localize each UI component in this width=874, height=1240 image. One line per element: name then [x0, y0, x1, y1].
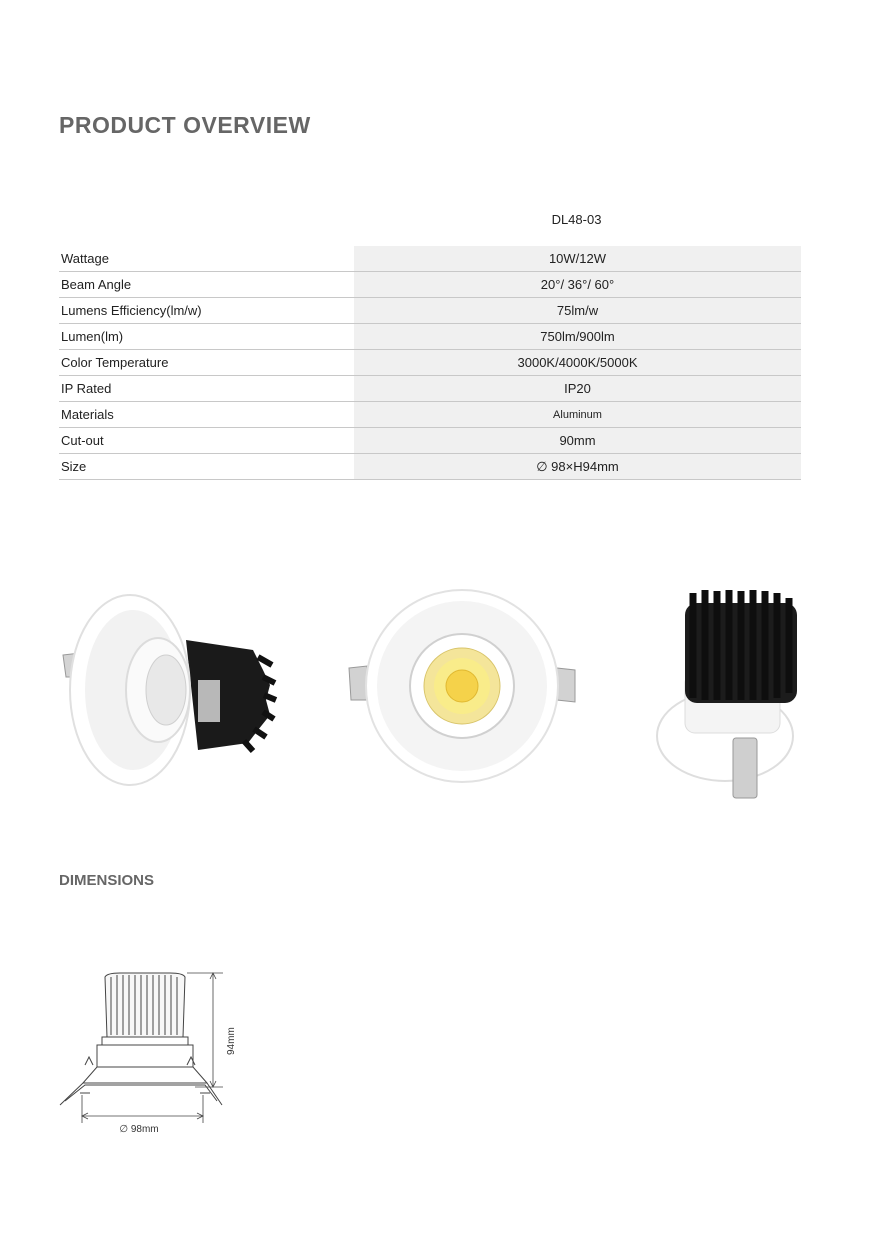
spring-clip [198, 680, 220, 722]
spring-clip [733, 738, 757, 798]
spec-label: Cut-out [59, 428, 354, 454]
spec-row-wattage [59, 246, 801, 272]
spec-label: Color Temperature [59, 350, 354, 376]
spec-row-materials [59, 402, 801, 428]
spec-table [59, 246, 801, 480]
spec-label: Beam Angle [59, 272, 354, 298]
spec-value: 3000K/4000K/5000K [354, 350, 801, 376]
model-number: DL48-03 [551, 212, 602, 227]
mounting-clip-left [349, 666, 367, 700]
product-photo-front [345, 588, 580, 788]
spec-row-lumen [59, 324, 801, 350]
spec-value: 20°/ 36°/ 60° [354, 272, 801, 298]
spec-label: Lumen(lm) [59, 324, 354, 350]
spec-value: 750lm/900lm [354, 324, 801, 350]
dimension-drawing [55, 965, 255, 1140]
drawing-body [60, 1037, 222, 1105]
reflector [146, 655, 186, 725]
spec-row-color-temperature [59, 350, 801, 376]
drawing-heatsink [105, 973, 185, 1037]
spec-label: Wattage [59, 246, 354, 272]
spec-value: 75lm/w [354, 298, 801, 324]
spec-row-size [59, 454, 801, 480]
diameter-label: ∅ 98mm [119, 1124, 159, 1135]
spec-value: 90mm [354, 428, 801, 454]
heatsink-fins [685, 590, 797, 703]
spec-row-lumens-efficiency [59, 298, 801, 324]
spec-value: Aluminum [354, 402, 801, 428]
spec-value: 10W/12W [354, 246, 801, 272]
spec-label: IP Rated [59, 376, 354, 402]
mounting-clip-right [557, 668, 575, 702]
dimensions-title: DIMENSIONS [59, 872, 155, 889]
height-label: 94mm [226, 1027, 237, 1055]
spec-value: IP20 [354, 376, 801, 402]
spec-label: Lumens Efficiency(lm/w) [59, 298, 354, 324]
spec-value: ∅ 98×H94mm [354, 454, 801, 480]
height-dimension [187, 973, 223, 1087]
product-photo-back [655, 588, 805, 808]
spec-row-cut-out [59, 428, 801, 454]
cob-center [446, 670, 478, 702]
spec-row-beam-angle [59, 272, 801, 298]
product-photo-angled [58, 585, 278, 790]
diameter-dimension [82, 1095, 203, 1123]
spec-label: Materials [59, 402, 354, 428]
spec-row-ip-rated [59, 376, 801, 402]
page-title: PRODUCT OVERVIEW [59, 112, 311, 138]
spec-label: Size [59, 454, 354, 480]
